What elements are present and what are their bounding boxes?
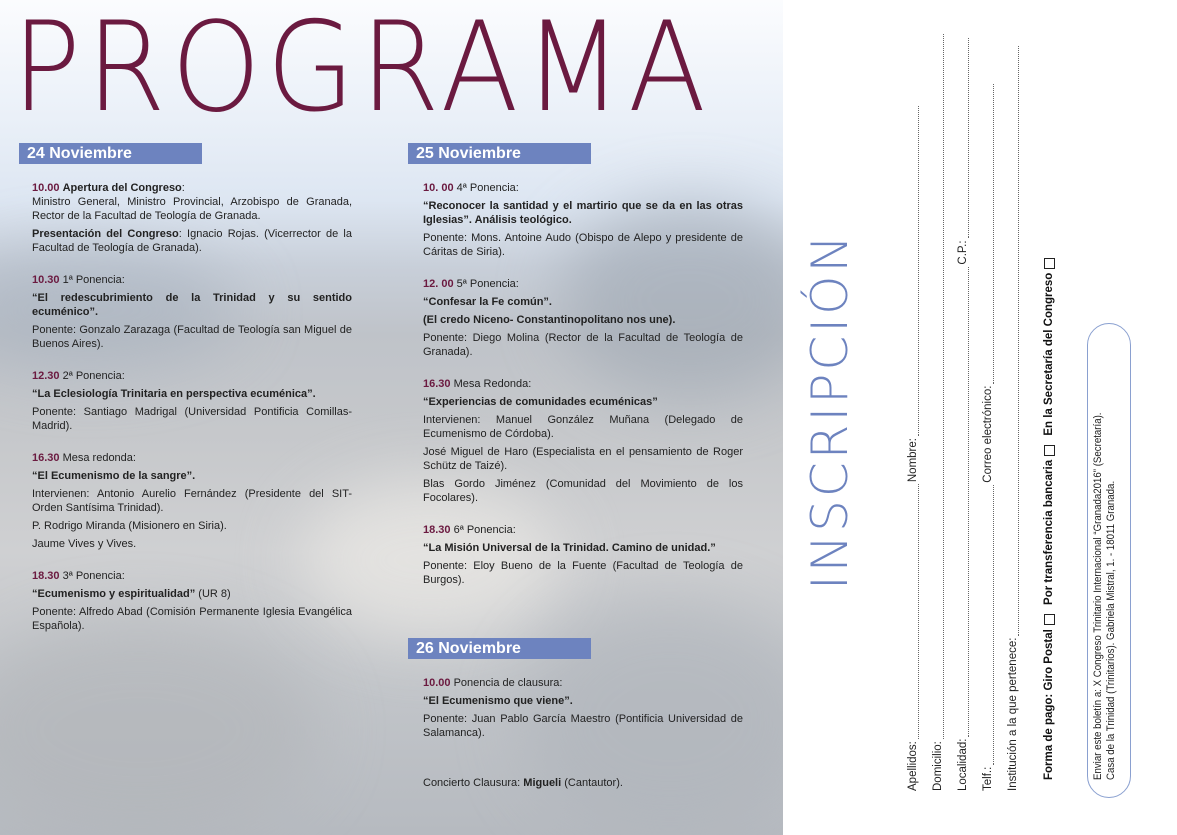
event-speaker: Intervienen: Antonio Aurelio Fernández (Presidente del SIT-Orden Santísima Trinidad). [32,488,352,514]
event-line: 18.30 6ª Ponencia: [423,524,516,536]
checkbox-giro[interactable] [1044,614,1055,625]
form-line-localidad-cp [955,38,969,793]
field-apellidos[interactable] [908,484,919,739]
label-telf: Telf.: [982,766,994,791]
send-line-1: Enviar este boletín a: X Congreso Trinitario Internacional “Granada2016” (Secretaría). [1092,412,1104,780]
event-speaker: Ponente: Alfredo Abad (Comisión Permanente Iglesia Evangélica Española). [32,606,352,632]
form-line-institucion [1005,46,1019,793]
field-telf[interactable] [983,485,994,765]
event-speaker: Intervienen: Manuel González Muñana (Delegado de Ecumenismo de Córdoba). [423,414,743,440]
event-speaker: Ponente: Santiago Madrigal (Universidad Pontificia Comillas-Madrid). [32,406,352,432]
label-nombre: Nombre: [907,438,919,483]
page-title: PROGRAMA [12,0,712,140]
form-line-domicilio [930,34,944,793]
payment-label: Forma de pago: [1043,693,1055,780]
schedule-24 [32,181,352,633]
event-line: Presentación del Congreso: Ignacio Rojas. (Vicerrector de la Facultad de Teología de Granada). [32,228,352,254]
event-title: “Experiencias de comunidades ecuménicas” [423,396,658,408]
day-header-26: 26 Noviembre [408,638,591,659]
form-line-apellidos-nombre [905,106,919,793]
event-speaker: José Miguel de Haro (Especialista en el pensamiento de Roger Schütz de Taizé). [423,446,743,472]
send-to-text [1092,413,1118,780]
payment-transfer-label: Por transferencia bancaria [1043,459,1055,605]
event-time: 18.30 [423,524,451,536]
event-title: “Confesar la Fe común”. [423,296,552,308]
checkbox-transfer[interactable] [1044,445,1055,456]
event-speaker: Ponente: Juan Pablo García Maestro (Pontificia Universidad de Salamanca). [423,713,743,739]
event-speaker: Blas Gordo Jiménez (Comunidad del Movimiento de los Focolares). [423,478,743,504]
field-domicilio[interactable] [933,34,944,739]
event-time: 10. 00 [423,182,454,194]
event-line: 12.30 2ª Ponencia: [32,370,125,382]
label-localidad: Localidad: [957,738,969,791]
event-speaker: Ponente: Gonzalo Zarazaga (Facultad de Teología san Miguel de Buenos Aires). [32,324,352,350]
event-time: 10.30 [32,274,60,286]
event-time: 10.00 [423,677,451,689]
schedule-25 [423,181,743,587]
day-header-25: 25 Noviembre [408,143,591,164]
event-speaker: Ponente: Eloy Bueno de la Fuente (Facultad de Teología de Burgos). [423,560,743,586]
event-subtitle: (El credo Niceno- Constantinopolitano nos une). [423,314,676,326]
event-text: Ministro General, Ministro Provincial, Arzobispo de Granada, Rector de la Facultad de Teología de Granada. [32,196,352,222]
label-apellidos: Apellidos: [907,741,919,791]
field-cp[interactable] [958,38,969,238]
event-time: 10.00 [32,182,60,194]
event-speaker: Jaume Vives y Vives. [32,538,137,550]
field-nombre[interactable] [908,106,919,436]
event-title: “El Ecumenismo que viene”. [423,695,573,707]
event-title: “La Misión Universal de la Trinidad. Camino de unidad.” [423,542,716,554]
event-title: “El Ecumenismo de la sangre”. [32,470,196,482]
event-line: “Ecumenismo y espiritualidad” (UR 8) [32,588,231,600]
event-time: 16.30 [32,452,60,464]
field-localidad[interactable] [958,267,969,737]
label-institucion: Institución a la que pertenece: [1007,637,1019,791]
event-line: 16.30 Mesa Redonda: [423,378,532,390]
payment-giro-label: Giro Postal [1043,629,1055,691]
event-time: 12. 00 [423,278,454,290]
event-title: “El redescubrimiento de la Trinidad y su sentido ecuménico”. [32,292,352,318]
event-line: 10.00 Ponencia de clausura: [423,677,563,689]
send-line-2: Casa de la Trinidad (Trinitarios). Gabriela Mistral, 1. - 18011 Granada. [1105,480,1117,780]
event-line: 12. 00 5ª Ponencia: [423,278,519,290]
event-title: “La Eclesiología Trinitaria en perspectiva ecuménica”. [32,388,316,400]
checkbox-secretaria[interactable] [1044,258,1055,269]
label-correo: Correo electrónico: [982,385,994,483]
form-line-telf-correo [980,84,994,793]
label-cp: C.P.: [957,240,969,265]
event-speaker: Ponente: Mons. Antoine Audo (Obispo de Alepo y presidente de Cáritas de Siria). [423,232,743,258]
event-line: 10. 00 4ª Ponencia: [423,182,519,194]
field-correo[interactable] [983,84,994,384]
event-time: 18.30 [32,570,60,582]
event-line: 18.30 3ª Ponencia: [32,570,125,582]
event-title: “Reconocer la santidad y el martirio que se da en las otras Iglesias”. Análisis teológico. [423,200,743,226]
event-line: 16.30 Mesa redonda: [32,452,136,464]
payment-secretaria-label: En la Secretaría del Congreso [1043,272,1055,436]
schedule-26 [423,676,743,790]
concert-line: Concierto Clausura: Migueli (Cantautor). [423,777,623,789]
field-institucion[interactable] [1008,46,1019,636]
event-title: Apertura del Congreso [62,182,182,194]
event-line: 10.30 1ª Ponencia: [32,274,125,286]
event-speaker: Ponente: Diego Molina (Rector de la Facultad de Teología de Granada). [423,332,743,358]
day-header-24: 24 Noviembre [19,143,202,164]
event-line: 10.00 Apertura del Congreso: [32,182,185,194]
label-domicilio: Domicilio: [932,741,944,791]
event-time: 12.30 [32,370,60,382]
payment-options [1042,252,1056,780]
event-time: 16.30 [423,378,451,390]
event-speaker: P. Rodrigo Miranda (Misionero en Siria). [32,520,227,532]
registration-title: INSCRIPCIÓN [801,232,859,590]
